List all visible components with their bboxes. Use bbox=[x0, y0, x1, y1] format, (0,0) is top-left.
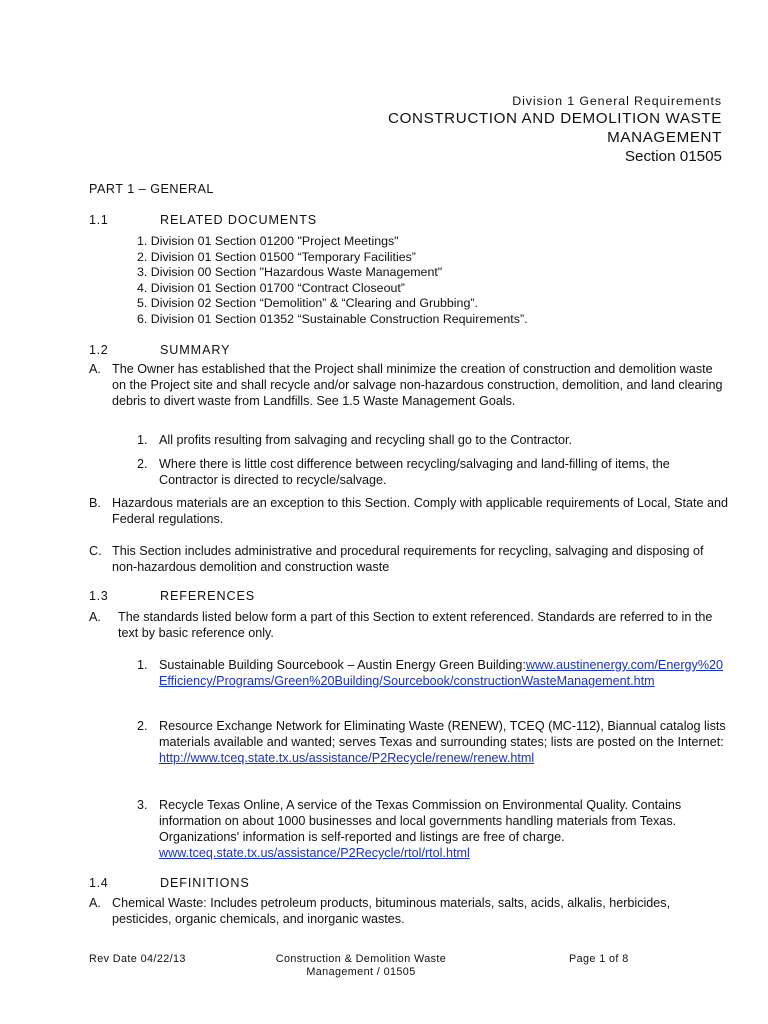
footer-name-line2: Management / 01505 bbox=[306, 966, 416, 978]
document-title-line2: MANAGEMENT bbox=[607, 129, 722, 146]
section-1-1-title: RELATED DOCUMENTS bbox=[160, 213, 318, 227]
list-item: 2. Division 01 Section 01500 “Temporary Facilities” bbox=[137, 249, 416, 264]
paragraph-letter: B. bbox=[89, 496, 101, 510]
paragraph-text: The standards listed below form a part of this Section to extent referenced. Standards are referred to in the text by basic reference only. bbox=[118, 610, 713, 640]
section-1-3-title: REFERENCES bbox=[160, 589, 256, 603]
summary-item-1 bbox=[137, 432, 727, 448]
footer-page-number: Page 1 of 8 bbox=[569, 953, 629, 965]
section-1-1-number: 1.1 bbox=[89, 213, 109, 227]
section-1-4-number: 1.4 bbox=[89, 876, 109, 890]
list-item: 4. Division 01 Section 01700 “Contract Closeout” bbox=[137, 280, 405, 295]
definitions-paragraph-a bbox=[89, 895, 729, 927]
footer-revision-date: Rev Date 04/22/13 bbox=[89, 953, 186, 965]
paragraph-text: Hazardous materials are an exception to this Section. Comply with applicable requirements of Local, State and Federal regulations. bbox=[112, 496, 729, 526]
reference-item-2 bbox=[137, 718, 727, 766]
references-paragraph-a bbox=[89, 609, 729, 641]
item-number: 1. bbox=[137, 433, 148, 447]
list-item: 6. Division 01 Section 01352 “Sustainable Construction Requirements”. bbox=[137, 311, 528, 326]
item-content bbox=[159, 657, 727, 689]
paragraph-letter: A. bbox=[89, 896, 101, 910]
item-number: 3. bbox=[137, 798, 148, 812]
paragraph-text: The Owner has established that the Project shall minimize the creation of construction and demolition waste on the Project site and shall recycle and/or salvage non-hazardous construction, demolition, and land clearing debris to divert waste from Landfills. See 1.5 Waste Management Goals. bbox=[112, 362, 723, 408]
item-text: Sustainable Building Sourcebook – Austin Energy Green Building: bbox=[159, 658, 526, 672]
list-item: 1. Division 01 Section 01200 "Project Meetings" bbox=[137, 234, 399, 248]
item-number: 1. bbox=[137, 658, 148, 672]
tceq-rtol-link[interactable]: www.tceq.state.tx.us/assistance/P2Recycle/rtol/rtol.html bbox=[159, 846, 470, 860]
item-text: Recycle Texas Online, A service of the Texas Commission on Environmental Quality. Contains information on about 1000 businesses and local governments handling materials from Texas. Organizations' information is self-reported and listings are free of charge. bbox=[159, 798, 682, 844]
summary-paragraph-b bbox=[89, 495, 729, 527]
paragraph-letter: C. bbox=[89, 544, 102, 558]
item-text: Resource Exchange Network for Eliminating Waste (RENEW), TCEQ (MC-112), Biannual catalog lists materials available and wanted; serves Texas and surrounding states; lists are posted on the Internet: bbox=[159, 719, 726, 749]
item-content bbox=[159, 797, 727, 861]
list-item: 5. Division 02 Section “Demolition” & “Clearing and Grubbing”. bbox=[137, 296, 478, 311]
paragraph-text: This Section includes administrative and procedural requirements for recycling, salvaging and disposing of non-hazardous demolition and construction waste bbox=[112, 544, 704, 574]
section-1-3-number: 1.3 bbox=[89, 589, 109, 603]
tceq-renew-link[interactable]: http://www.tceq.state.tx.us/assistance/P2Recycle/renew/renew.html bbox=[159, 751, 535, 765]
summary-paragraph-a bbox=[89, 361, 729, 409]
footer-document-name bbox=[250, 953, 472, 979]
item-text: All profits resulting from salvaging and recycling shall go to the Contractor. bbox=[159, 433, 572, 447]
item-number: 2. bbox=[137, 457, 148, 471]
paragraph-text: Chemical Waste: Includes petroleum products, bituminous materials, salts, acids, alkalis, herbicides, pesticides, organic chemicals, and inorganic wastes. bbox=[112, 896, 671, 926]
footer-name-line1: Construction & Demolition Waste bbox=[275, 953, 447, 965]
paragraph-letter: A. bbox=[89, 362, 101, 376]
section-number: Section 01505 bbox=[624, 148, 722, 165]
list-item: 3. Division 00 Section "Hazardous Waste Management" bbox=[137, 265, 443, 280]
item-text: Where there is little cost difference between recycling/salvaging and land-filling of items, the Contractor is directed to recycle/salvage. bbox=[159, 457, 670, 487]
division-heading: Division 1 General Requirements bbox=[512, 94, 722, 108]
reference-item-3 bbox=[137, 797, 727, 861]
section-1-4-title: DEFINITIONS bbox=[160, 876, 250, 890]
section-1-2-title: SUMMARY bbox=[160, 343, 231, 357]
summary-paragraph-c bbox=[89, 543, 729, 575]
document-title-line1: CONSTRUCTION AND DEMOLITION WASTE bbox=[388, 110, 722, 127]
part-heading: PART 1 – GENERAL bbox=[89, 182, 214, 196]
item-content bbox=[159, 718, 727, 766]
summary-item-2 bbox=[137, 456, 727, 488]
paragraph-letter: A. bbox=[89, 610, 101, 624]
reference-item-1 bbox=[137, 657, 727, 689]
section-1-2-number: 1.2 bbox=[89, 343, 109, 357]
related-documents-list bbox=[137, 234, 528, 328]
austin-energy-link[interactable]: www.austinenergy.com/Energy%20Efficiency/Programs/Green%20Building/Sourcebook/constructionWasteManagement.htm bbox=[159, 658, 724, 688]
item-number: 2. bbox=[137, 719, 148, 733]
